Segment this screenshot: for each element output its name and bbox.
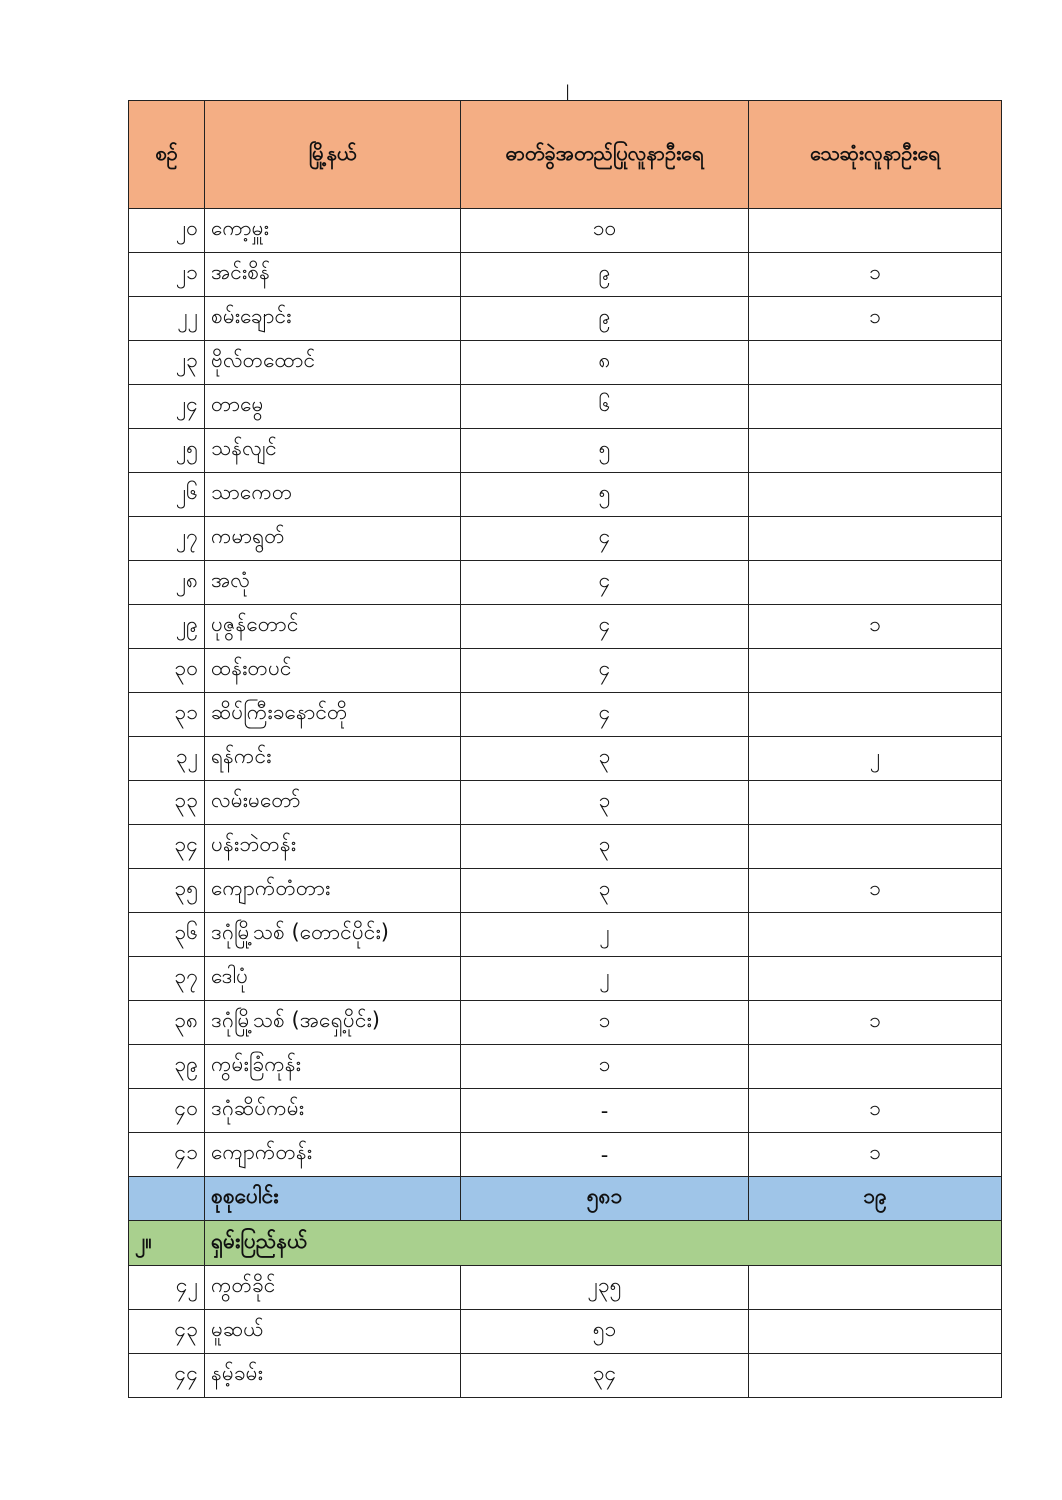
- row-deaths: ၁: [749, 1089, 1002, 1133]
- table-row: [129, 693, 1002, 737]
- row-number: ၃၆: [129, 913, 205, 957]
- row-number: ၃၉: [129, 1045, 205, 1089]
- row-infected: ၁၀: [461, 209, 749, 253]
- row-township: ထန်းတပင်: [205, 649, 461, 693]
- table-row: [129, 561, 1002, 605]
- table-row: [129, 253, 1002, 297]
- row-infected: ၃: [461, 737, 749, 781]
- row-number: ၃၁: [129, 693, 205, 737]
- row-number: ၃၀: [129, 649, 205, 693]
- row-deaths: [749, 913, 1002, 957]
- header-infected: ဓာတ်ခွဲအတည်ပြုလူနာဦးရေ: [461, 101, 749, 209]
- table-body: [129, 209, 1002, 1398]
- total-deaths: ၁၉: [749, 1177, 1002, 1221]
- header-deaths: သေဆုံးလူနာဦးရေ: [749, 101, 1002, 209]
- total-label: စုစုပေါင်း: [205, 1177, 461, 1221]
- table-row: [129, 1310, 1002, 1354]
- row-deaths: ၁: [749, 605, 1002, 649]
- row-number: ၂၅: [129, 429, 205, 473]
- row-township: ဒဂုံဆိပ်ကမ်း: [205, 1089, 461, 1133]
- row-number: ၂၇: [129, 517, 205, 561]
- row-deaths: ၁: [749, 1133, 1002, 1177]
- row-number: ၄၀: [129, 1089, 205, 1133]
- row-deaths: [749, 209, 1002, 253]
- row-deaths: [749, 649, 1002, 693]
- row-infected: ၁: [461, 1001, 749, 1045]
- row-deaths: ၁: [749, 1001, 1002, 1045]
- table-row: [129, 913, 1002, 957]
- row-number: ၄၃: [129, 1310, 205, 1354]
- section-number: ၂။: [129, 1221, 205, 1266]
- table-row: [129, 517, 1002, 561]
- table-row: [129, 825, 1002, 869]
- row-number: ၂၄: [129, 385, 205, 429]
- row-infected: ၂၃၅: [461, 1266, 749, 1310]
- row-township: မူဆယ်: [205, 1310, 461, 1354]
- table-row: [129, 297, 1002, 341]
- row-number: ၃၅: [129, 869, 205, 913]
- row-deaths: ၁: [749, 253, 1002, 297]
- row-infected: ၃: [461, 825, 749, 869]
- row-township: သာကေတ: [205, 473, 461, 517]
- table-row: [129, 605, 1002, 649]
- row-number: ၃၂: [129, 737, 205, 781]
- row-infected: ၉: [461, 297, 749, 341]
- row-deaths: [749, 473, 1002, 517]
- table-header-row: [129, 101, 1002, 209]
- row-number: ၃၄: [129, 825, 205, 869]
- total-no-cell: [129, 1177, 205, 1221]
- table-row: [129, 869, 1002, 913]
- row-township: ပုဇွန်တောင်: [205, 605, 461, 649]
- row-township: ဒဂုံမြို့သစ် (အရှေ့ပိုင်း): [205, 1001, 461, 1045]
- row-number: ၂၀: [129, 209, 205, 253]
- row-township: ကမာရွတ်: [205, 517, 461, 561]
- row-infected: -: [461, 1133, 749, 1177]
- row-deaths: ၁: [749, 869, 1002, 913]
- row-deaths: ၁: [749, 297, 1002, 341]
- row-infected: ၉: [461, 253, 749, 297]
- row-infected: ၈: [461, 341, 749, 385]
- row-deaths: [749, 561, 1002, 605]
- row-infected: ၄: [461, 693, 749, 737]
- row-township: ရန်ကင်း: [205, 737, 461, 781]
- header-township: မြို့နယ်: [205, 101, 461, 209]
- row-township: ကျောက်တံတား: [205, 869, 461, 913]
- row-deaths: ၂: [749, 737, 1002, 781]
- table-row: [129, 737, 1002, 781]
- covid-cases-table: [128, 100, 1002, 1398]
- table-row: [129, 649, 1002, 693]
- row-township: အင်းစိန်: [205, 253, 461, 297]
- row-township: ဒေါပုံ: [205, 957, 461, 1001]
- table-row: [129, 1354, 1002, 1398]
- row-number: ၃၈: [129, 1001, 205, 1045]
- row-infected: ၅၁: [461, 1310, 749, 1354]
- row-deaths: [749, 517, 1002, 561]
- row-infected: ၄: [461, 517, 749, 561]
- row-township: လမ်းမတော်: [205, 781, 461, 825]
- section-row: [129, 1221, 1002, 1266]
- table-row: [129, 1089, 1002, 1133]
- row-infected: ၁: [461, 1045, 749, 1089]
- page-number: ၂: [558, 75, 570, 100]
- row-infected: ၂: [461, 913, 749, 957]
- row-deaths: [749, 1354, 1002, 1398]
- row-infected: ၅: [461, 473, 749, 517]
- table-row: [129, 1045, 1002, 1089]
- row-township: ပန်းဘဲတန်း: [205, 825, 461, 869]
- row-township: ကော့မှူး: [205, 209, 461, 253]
- row-township: သန်လျင်: [205, 429, 461, 473]
- row-infected: ၃: [461, 781, 749, 825]
- table-row: [129, 209, 1002, 253]
- row-township: ဆိပ်ကြီးခနောင်တို: [205, 693, 461, 737]
- header-no: စဉ်: [129, 101, 205, 209]
- row-number: ၄၁: [129, 1133, 205, 1177]
- row-number: ၂၈: [129, 561, 205, 605]
- row-number: ၂၁: [129, 253, 205, 297]
- row-deaths: [749, 1266, 1002, 1310]
- table-row: [129, 341, 1002, 385]
- row-township: တာမွေ: [205, 385, 461, 429]
- row-number: ၂၆: [129, 473, 205, 517]
- row-deaths: [749, 825, 1002, 869]
- row-deaths: [749, 781, 1002, 825]
- row-deaths: [749, 341, 1002, 385]
- row-township: အလုံ: [205, 561, 461, 605]
- row-infected: ၅: [461, 429, 749, 473]
- row-township: ကျောက်တန်း: [205, 1133, 461, 1177]
- row-infected: ၆: [461, 385, 749, 429]
- row-infected: ၂: [461, 957, 749, 1001]
- row-number: ၄၄: [129, 1354, 205, 1398]
- row-infected: ၃၄: [461, 1354, 749, 1398]
- row-deaths: [749, 385, 1002, 429]
- table-row: [129, 957, 1002, 1001]
- row-deaths: [749, 429, 1002, 473]
- row-infected: ၄: [461, 561, 749, 605]
- table-row: [129, 473, 1002, 517]
- table-row: [129, 1266, 1002, 1310]
- row-township: ကွမ်းခြံကုန်း: [205, 1045, 461, 1089]
- section-label: ရှမ်းပြည်နယ်: [205, 1221, 1002, 1266]
- row-township: ဗိုလ်တထောင်: [205, 341, 461, 385]
- table-row: [129, 429, 1002, 473]
- row-number: ၃၃: [129, 781, 205, 825]
- row-township: ဒဂုံမြို့သစ် (တောင်ပိုင်း): [205, 913, 461, 957]
- row-deaths: [749, 1310, 1002, 1354]
- total-infected: ၅၈၁: [461, 1177, 749, 1221]
- row-township: ကွတ်ခိုင်: [205, 1266, 461, 1310]
- row-deaths: [749, 957, 1002, 1001]
- table-row: [129, 1133, 1002, 1177]
- row-township: စမ်းချောင်း: [205, 297, 461, 341]
- row-infected: ၄: [461, 649, 749, 693]
- table-row: [129, 1001, 1002, 1045]
- row-deaths: [749, 693, 1002, 737]
- total-row: [129, 1177, 1002, 1221]
- table-row: [129, 385, 1002, 429]
- row-number: ၂၉: [129, 605, 205, 649]
- row-number: ၂၂: [129, 297, 205, 341]
- table-row: [129, 781, 1002, 825]
- row-number: ၂၃: [129, 341, 205, 385]
- row-township: နမ့်ခမ်း: [205, 1354, 461, 1398]
- row-infected: ၃: [461, 869, 749, 913]
- row-deaths: [749, 1045, 1002, 1089]
- row-infected: -: [461, 1089, 749, 1133]
- row-number: ၄၂: [129, 1266, 205, 1310]
- row-number: ၃၇: [129, 957, 205, 1001]
- row-infected: ၄: [461, 605, 749, 649]
